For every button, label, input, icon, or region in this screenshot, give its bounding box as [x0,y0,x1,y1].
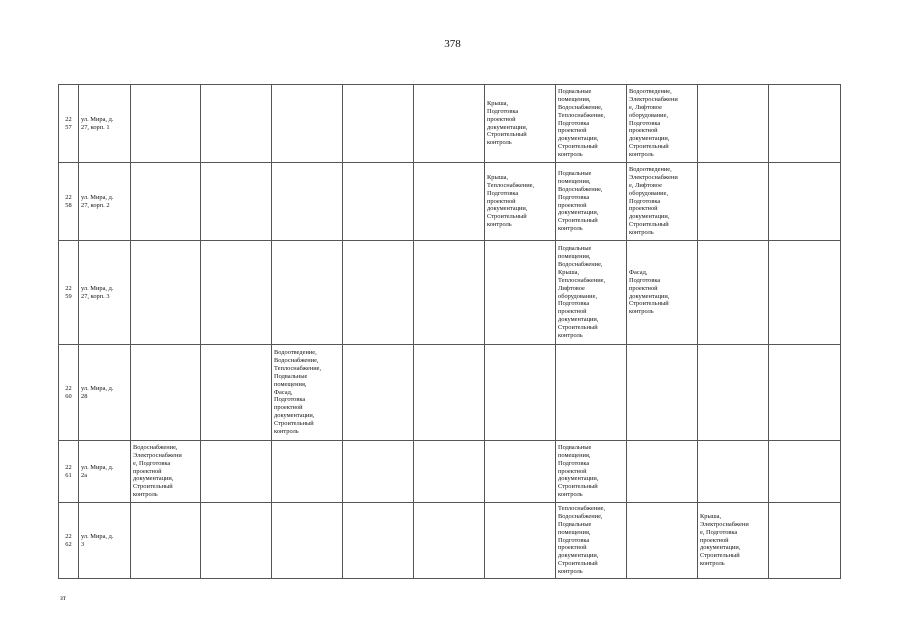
work-cell [414,85,485,163]
work-cell [485,345,556,441]
work-cell [201,441,272,503]
address-text: ул. Мира, д. 27, корп. 1 [81,115,114,131]
work-text: Подвальные помещения, Водоснабжение, Теплоснабжение, Подготовка проектной документации, Строительный контроль [558,87,606,159]
work-cell [131,441,201,503]
address-cell [79,345,131,441]
address-text: ул. Мира, д. 27, корп. 2 [81,193,114,209]
table-body [59,85,841,579]
work-cell [485,85,556,163]
work-cell [414,503,485,579]
address-cell [79,441,131,503]
work-cell [343,163,414,241]
work-cell [201,163,272,241]
work-text: Фасад, Подготовка проектной документации, Строительный контроль [629,268,670,316]
footer-mark: зт [60,594,66,602]
work-cell [627,163,698,241]
work-cell [343,441,414,503]
work-cell [414,441,485,503]
work-cell [698,345,769,441]
work-cell [556,163,627,241]
work-cell [272,85,343,163]
work-cell [769,345,841,441]
table-row [59,441,841,503]
work-cell [769,503,841,579]
work-cell [556,441,627,503]
work-text: Водоотведение, Электроснабжени е, Лифтовое оборудование, Подготовка проектной документации, Строительный контроль [629,165,678,237]
work-text: Крыша, Подготовка проектной документации, Строительный контроль [487,99,528,147]
table-row [59,345,841,441]
work-cell [272,163,343,241]
row-number-cell [59,163,79,241]
work-cell [769,85,841,163]
row-number-cell [59,85,79,163]
work-cell [414,345,485,441]
row-number: 22 60 [65,384,72,400]
work-cell [627,441,698,503]
table-row [59,163,841,241]
work-cell [201,503,272,579]
address-cell [79,503,131,579]
row-number-cell [59,345,79,441]
work-cell [556,345,627,441]
address-text: ул. Мира, д. 3 [81,532,114,548]
row-number-cell [59,503,79,579]
work-cell [769,163,841,241]
work-cell [272,345,343,441]
address-text: ул. Мира, д. 28 [81,384,114,400]
work-cell [556,503,627,579]
address-cell [79,85,131,163]
work-cell [485,241,556,345]
address-cell [79,163,131,241]
work-cell [627,503,698,579]
work-text: Крыша, Электроснабжени е, Подготовка проектной документации, Строительный контроль [700,512,749,568]
work-text: Водоотведение, Водоснабжение, Теплоснабжение, Подвальные помещения, Фасад, Подготовка проектной документации, Строительный контроль [274,349,322,436]
row-number: 22 57 [65,115,72,131]
work-text: Теплоснабжение, Водоснабжение, Подвальные помещения, Подготовка проектной документации, Строительный контроль [558,504,606,576]
work-cell [343,85,414,163]
work-cell [131,503,201,579]
work-cell [485,441,556,503]
work-cell [131,163,201,241]
work-cell [272,503,343,579]
work-cell [627,85,698,163]
work-text: Крыша, Теплоснабжение, Подготовка проектной документации, Строительный контроль [487,173,535,229]
work-cell [698,441,769,503]
work-cell [343,241,414,345]
row-number: 22 59 [65,284,72,300]
page-number: 378 [444,38,461,50]
work-cell [485,163,556,241]
work-cell [698,241,769,345]
table-row [59,85,841,163]
work-cell [556,85,627,163]
work-cell [769,441,841,503]
address-text: ул. Мира, д. 2а [81,463,114,479]
work-cell [201,241,272,345]
row-number: 22 62 [65,532,72,548]
work-cell [201,345,272,441]
work-cell [343,503,414,579]
address-text: ул. Мира, д. 27, корп. 3 [81,284,114,300]
work-cell [485,503,556,579]
work-text: Подвальные помещения, Подготовка проектной документации, Строительный контроль [558,443,599,499]
work-cell [272,241,343,345]
row-number: 22 61 [65,463,72,479]
work-cell [131,241,201,345]
work-cell [556,241,627,345]
work-text: Подвальные помещения, Водоснабжение, Подготовка проектной документации, Строительный контроль [558,169,603,233]
work-cell [131,345,201,441]
table-row [59,503,841,579]
work-text: Подвальные помещения, Водоснабжение, Крыша, Теплоснабжение, Лифтовое оборудование, Подготовка проектной документации, Строительный контроль [558,245,606,340]
work-cell [627,241,698,345]
work-cell [698,85,769,163]
row-number-cell [59,441,79,503]
work-cell [627,345,698,441]
work-cell [272,441,343,503]
row-number-cell [59,241,79,345]
address-cell [79,241,131,345]
work-cell [131,85,201,163]
table-row [59,241,841,345]
work-cell [414,163,485,241]
work-text: Водоотведение, Электроснабжени е, Лифтовое оборудование, Подготовка проектной документации, Строительный контроль [629,87,678,159]
row-number: 22 58 [65,193,72,209]
work-cell [201,85,272,163]
work-cell [698,163,769,241]
repair-schedule-table [58,84,841,579]
work-cell [698,503,769,579]
work-cell [414,241,485,345]
work-cell [769,241,841,345]
work-text: Водоснабжение, Электроснабжени е, Подготовка проектной документации, Строительный контроль [133,443,182,499]
work-cell [343,345,414,441]
